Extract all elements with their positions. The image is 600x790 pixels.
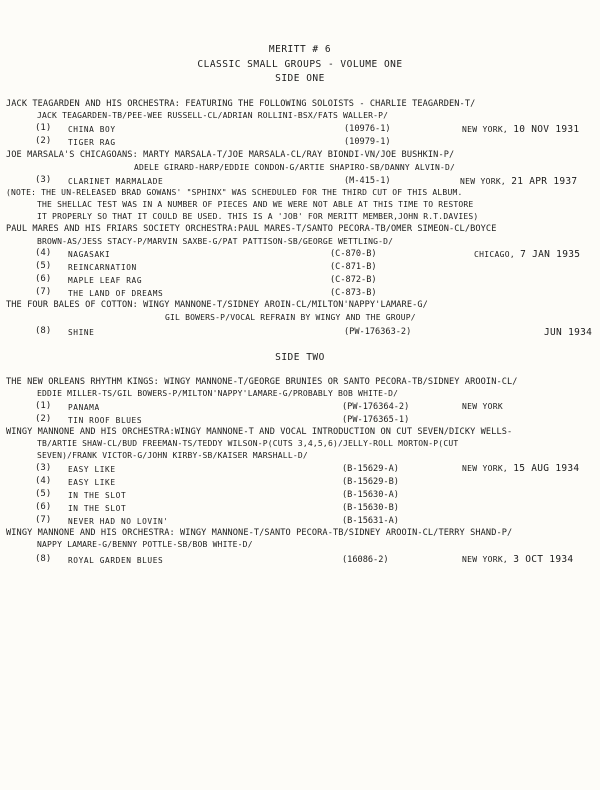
session-personnel: EDDIE MILLER-TS/GIL BOWERS-P/MILTON'NAPPY'LAMARE-G/PROBABLY BOB WHITE-D/ bbox=[37, 389, 399, 398]
matrix-number: (16086-2) bbox=[342, 555, 389, 565]
matrix-number: (C-870-B) bbox=[330, 249, 377, 259]
matrix-number: (10976-1) bbox=[344, 124, 391, 134]
matrix-number: (C-872-B) bbox=[330, 275, 377, 285]
session-header: THE NEW ORLEANS RHYTHM KINGS: WINGY MANNONE-T/GEORGE BRUNIES OR SANTO PECORA-TB/SIDNEY AROOIN-CL/ bbox=[6, 377, 518, 387]
session-header: WINGY MANNONE AND HIS ORCHESTRA: WINGY MANNONE-T/SANTO PECORA-TB/SIDNEY AROOIN-CL/TERRY SHAND-P/ bbox=[6, 528, 513, 538]
track-title: ROYAL GARDEN BLUES bbox=[68, 556, 164, 565]
recording-date: 3 OCT 1934 bbox=[513, 554, 574, 565]
track-title: REINCARNATION bbox=[68, 263, 137, 272]
session-personnel: TB/ARTIE SHAW-CL/BUD FREEMAN-TS/TEDDY WILSON-P(CUTS 3,4,5,6)/JELLY-ROLL MORTON-P(CUT bbox=[37, 439, 459, 448]
track-title: TIGER RAG bbox=[68, 138, 116, 147]
matrix-number: (10979-1) bbox=[344, 137, 391, 147]
track-number: (5) bbox=[35, 489, 52, 499]
recording-place: NEW YORK, bbox=[462, 555, 509, 564]
album-label: MERITT # 6 bbox=[268, 44, 332, 55]
track-number: (3) bbox=[35, 463, 52, 473]
recording-place: NEW YORK bbox=[462, 402, 503, 411]
recording-date: 15 AUG 1934 bbox=[513, 463, 580, 474]
matrix-number: (C-871-B) bbox=[330, 262, 377, 272]
track-title: IN THE SLOT bbox=[68, 504, 127, 513]
track-number: (2) bbox=[35, 136, 52, 146]
recording-place: NEW YORK, bbox=[462, 464, 509, 473]
recording-date: JUN 1934 bbox=[544, 327, 593, 338]
track-title: SHINE bbox=[68, 328, 95, 337]
recording-location bbox=[462, 402, 503, 411]
track-number: (3) bbox=[35, 175, 52, 185]
track-number: (5) bbox=[35, 261, 52, 271]
recording-place: NEW YORK, bbox=[460, 177, 507, 186]
recording-location bbox=[462, 124, 579, 135]
session-header: PAUL MARES AND HIS FRIARS SOCIETY ORCHESTRA:PAUL MARES-T/SANTO PECORA-TB/OMER SIMEON-CL/BOYCE bbox=[6, 224, 497, 234]
recording-location bbox=[544, 327, 592, 338]
track-number: (6) bbox=[35, 274, 52, 284]
track-number: (8) bbox=[35, 326, 52, 336]
note-line: THE SHELLAC TEST WAS IN A NUMBER OF PIECES AND WE WERE NOT ABLE AT THIS TIME TO RESTORE bbox=[37, 200, 474, 209]
matrix-number: (B-15631-A) bbox=[342, 516, 399, 526]
matrix-number: (B-15629-A) bbox=[342, 464, 399, 474]
recording-location bbox=[462, 463, 579, 474]
recording-place: CHICAGO, bbox=[474, 250, 515, 259]
track-title: PANAMA bbox=[68, 403, 100, 412]
recording-place: NEW YORK, bbox=[462, 125, 509, 134]
session-header: JACK TEAGARDEN AND HIS ORCHESTRA: FEATURING THE FOLLOWING SOLOISTS - CHARLIE TEAGARDEN-T/ bbox=[6, 99, 476, 109]
matrix-number: (B-15630-A) bbox=[342, 490, 399, 500]
track-title: MAPLE LEAF RAG bbox=[68, 276, 143, 285]
track-title: CHINA BOY bbox=[68, 125, 116, 134]
session-header: JOE MARSALA'S CHICAGOANS: MARTY MARSALA-T/JOE MARSALA-CL/RAY BIONDI-VN/JOE BUSHKIN-P/ bbox=[6, 150, 455, 160]
side-two-heading: SIDE TWO bbox=[275, 352, 325, 363]
session-header: THE FOUR BALES OF COTTON: WINGY MANNONE-T/SIDNEY AROIN-CL/MILTON'NAPPY'LAMARE-G/ bbox=[6, 300, 428, 310]
track-number: (4) bbox=[35, 476, 52, 486]
track-number: (6) bbox=[35, 502, 52, 512]
recording-location bbox=[460, 176, 577, 187]
note-line: IT PROPERLY SO THAT IT COULD BE USED. THIS IS A 'JOB' FOR MERITT MEMBER,JOHN R.T.DAVIES) bbox=[37, 212, 479, 221]
recording-date: 10 NOV 1931 bbox=[513, 124, 580, 135]
session-personnel: BROWN-AS/JESS STACY-P/MARVIN SAXBE-G/PAT PATTISON-SB/GEORGE WETTLING-D/ bbox=[37, 237, 394, 246]
recording-location bbox=[474, 249, 580, 260]
matrix-number: (C-873-B) bbox=[330, 288, 377, 298]
matrix-number: (B-15630-B) bbox=[342, 503, 399, 513]
track-number: (7) bbox=[35, 287, 52, 297]
track-number: (4) bbox=[35, 248, 52, 258]
track-number: (1) bbox=[35, 123, 52, 133]
recording-date: 7 JAN 1935 bbox=[520, 249, 581, 260]
recording-location bbox=[462, 554, 573, 565]
side-one-heading: SIDE ONE bbox=[275, 73, 325, 84]
track-number: (2) bbox=[35, 414, 52, 424]
matrix-number: (B-15629-B) bbox=[342, 477, 399, 487]
track-number: (1) bbox=[35, 401, 52, 411]
recording-date: 21 APR 1937 bbox=[511, 176, 578, 187]
matrix-number: (PW-176364-2) bbox=[342, 402, 410, 412]
session-personnel: ADELE GIRARD-HARP/EDDIE CONDON-G/ARTIE SHAPIRO-SB/DANNY ALVIN-D/ bbox=[134, 163, 456, 172]
session-header: WINGY MANNONE AND HIS ORCHESTRA:WINGY MANNONE-T AND VOCAL INTRODUCTION ON CUT SEVEN/DICKY WELLS- bbox=[6, 427, 513, 437]
session-personnel: NAPPY LAMARE-G/BENNY POTTLE-SB/BOB WHITE-D/ bbox=[37, 540, 253, 549]
track-title: CLARINET MARMALADE bbox=[68, 177, 164, 186]
track-title: THE LAND OF DREAMS bbox=[68, 289, 164, 298]
track-title: NAGASAKI bbox=[68, 250, 111, 259]
track-title: EASY LIKE bbox=[68, 478, 116, 487]
matrix-number: (PW-176365-1) bbox=[342, 415, 410, 425]
track-title: NEVER HAD NO LOVIN' bbox=[68, 517, 169, 526]
matrix-number: (M-415-1) bbox=[344, 176, 391, 186]
track-number: (8) bbox=[35, 554, 52, 564]
track-number: (7) bbox=[35, 515, 52, 525]
session-personnel: SEVEN)/FRANK VICTOR-G/JOHN KIRBY-SB/KAISER MARSHALL-D/ bbox=[37, 451, 308, 460]
track-title: TIN ROOF BLUES bbox=[68, 416, 143, 425]
note-line: (NOTE: THE UN-RELEASED BRAD GOWANS' "SPHINX" WAS SCHEDULED FOR THE THIRD CUT OF THIS ALBUM. bbox=[6, 188, 463, 197]
matrix-number: (PW-176363-2) bbox=[344, 327, 412, 337]
session-personnel: GIL BOWERS-P/VOCAL REFRAIN BY WINGY AND THE GROUP/ bbox=[165, 313, 416, 322]
session-personnel: JACK TEAGARDEN-TB/PEE-WEE RUSSELL-CL/ADRIAN ROLLINI-BSX/FATS WALLER-P/ bbox=[37, 111, 389, 120]
album-title: CLASSIC SMALL GROUPS - VOLUME ONE bbox=[197, 59, 403, 70]
track-title: EASY LIKE bbox=[68, 465, 116, 474]
track-title: IN THE SLOT bbox=[68, 491, 127, 500]
